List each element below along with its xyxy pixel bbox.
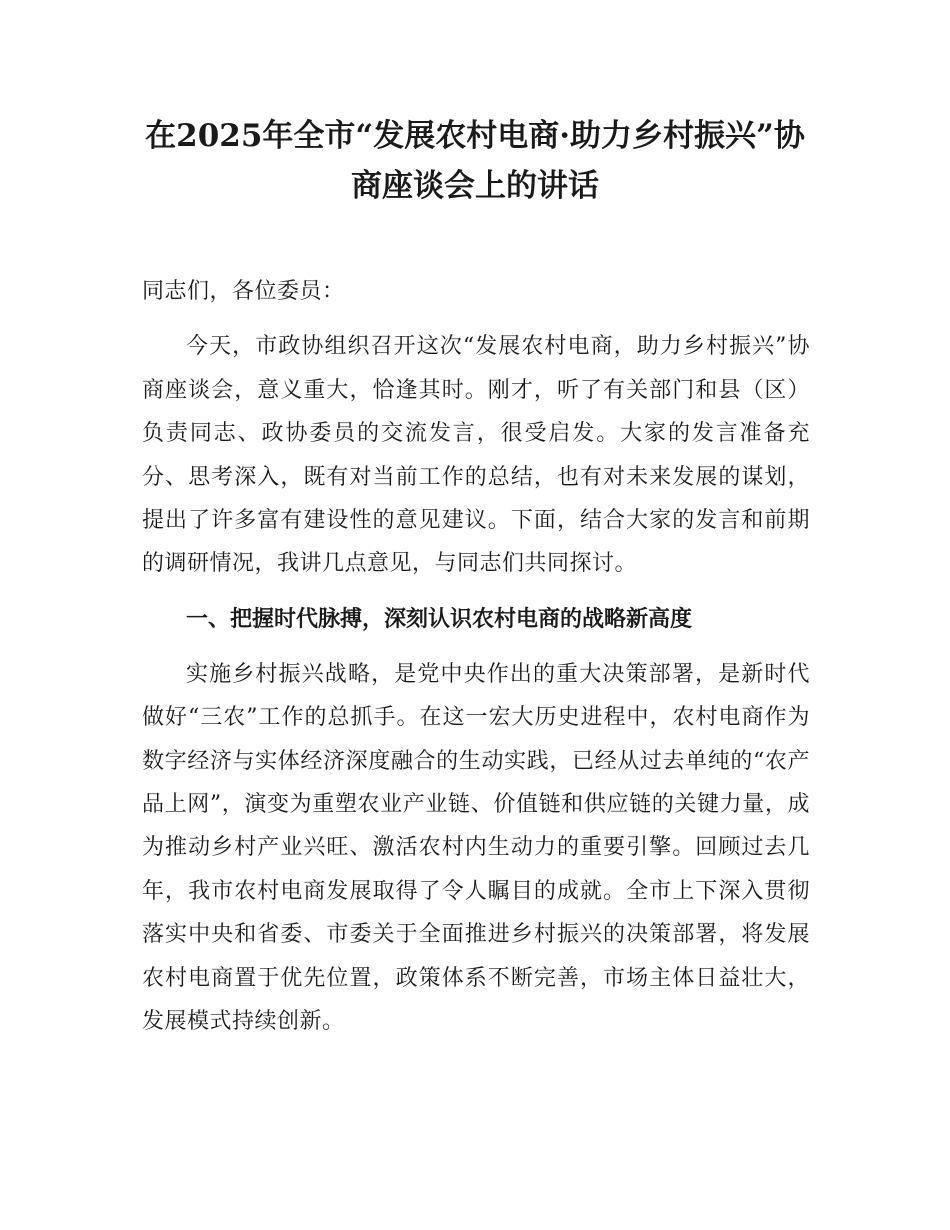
paragraph-section-1: 实施乡村振兴战略，是党中央作出的重大决策部署，是新时代做好“三农”工作的总抓手。在这一宏大历史进程中，农村电商作为数字经济与实体经济深度融合的生动实践，已经从过去单纯的“农产品上网”，演变为重塑农业产业链、价值链和供应链的关键力量，成为推动乡村产业兴旺、激活农村内生动力的重要引擎。回顾过去几年，我市农村电商发展取得了令人瞩目的成就。全市上下深入贯彻落实中央和省委、市委关于全面推进乡村振兴的决策部署，将发展农村电商置于优先位置，政策体系不断完善，市场主体日益壮大，发展模式持续创新。 [142, 661, 810, 1035]
section-heading-1: 一、把握时代脉搏，深刻认识农村电商的战略新高度 [186, 606, 693, 632]
paragraph-intro: 今天，市政协组织召开这次“发展农村电商，助力乡村振兴”协商座谈会，意义重大，恰逢其时。刚才，听了有关部门和县（区）负责同志、政协委员的交流发言，很受启发。大家的发言准备充分、思考深入，既有对当前工作的总结，也有对未来发展的谋划，提出了许多富有建设性的意见建议。下面，结合大家的发言和前期的调研情况，我讲几点意见，与同志们共同探讨。 [142, 334, 810, 577]
document-title: 在2025年全市“发展农村电商·助力乡村振兴”协商座谈会上的讲话 [145, 118, 805, 204]
document-body [142, 270, 810, 1044]
greeting: 同志们，各位委员： [142, 279, 345, 304]
